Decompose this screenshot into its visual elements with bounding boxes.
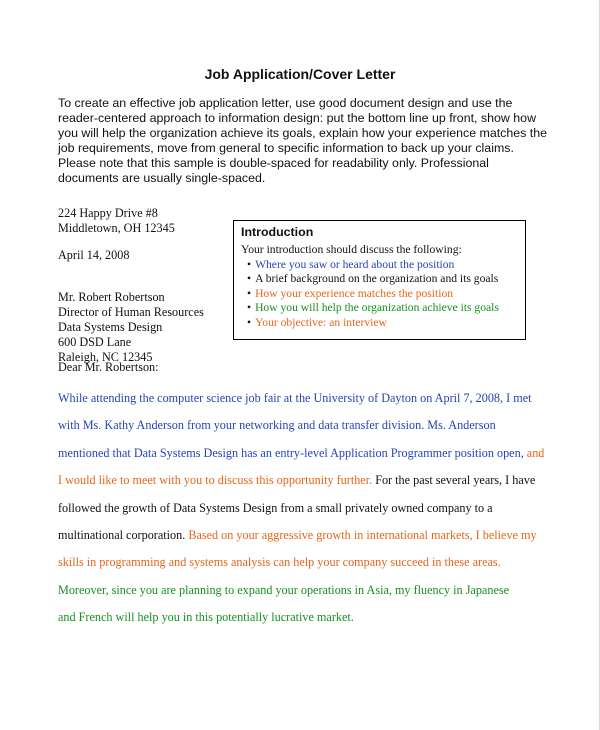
callout-item-text: Your objective: an interview — [255, 315, 387, 329]
bullet-icon: • — [247, 272, 252, 285]
callout-item-text: Where you saw or heard about the position — [255, 257, 455, 271]
callout-item — [247, 287, 518, 302]
body-segment: multinational corporation. — [58, 528, 189, 543]
callout-item-text: How you will help the organization achieve its goals — [255, 301, 499, 314]
callout-item-text: A brief background on the organization and its goals — [255, 272, 499, 285]
introduction-callout-box — [233, 220, 526, 340]
body-segment: Based on your aggressive growth in international markets, I believe my — [188, 528, 537, 543]
body-segment: mentioned that Data Systems Design has an entry-level Application Programmer position open, — [58, 445, 527, 460]
bullet-icon: • — [247, 301, 252, 314]
callout-item — [247, 301, 518, 316]
body-segment: followed the growth of Data Systems Design from a small privately owned company to a — [58, 500, 493, 515]
letter-date: April 14, 2008 — [58, 248, 130, 262]
salutation: Dear Mr. Robertson: — [58, 360, 159, 374]
body-line — [58, 412, 548, 439]
recipient-name: Mr. Robert Robertson — [58, 290, 165, 304]
body-segment: with Ms. Kathy Anderson from your networking and data transfer division. Ms. Anderson — [58, 418, 496, 433]
recipient-street: 600 DSD Lane — [58, 335, 132, 349]
intro-line: documents are usually single-spaced. — [58, 171, 266, 185]
callout-heading: Introduction — [241, 225, 314, 239]
body-line — [58, 549, 548, 576]
intro-line: reader-centered approach to information design: put the bottom line up front, show how — [58, 111, 537, 125]
body-line — [58, 577, 548, 604]
recipient-city: Raleigh, NC 12345 — [58, 350, 153, 364]
sender-city: Middletown, OH 12345 — [58, 221, 175, 235]
sender-street: 224 Happy Drive #8 — [58, 206, 158, 220]
recipient-company: Data Systems Design — [58, 320, 163, 334]
body-segment: and — [526, 445, 545, 460]
recipient-title: Director of Human Resources — [58, 305, 204, 319]
intro-line: Please note that this sample is double-spaced for readability only. Professional — [58, 156, 489, 170]
body-segment: For the past several years, I have — [372, 473, 536, 488]
callout-item — [247, 316, 518, 331]
body-line — [58, 440, 548, 467]
recipient-address — [58, 290, 204, 365]
bullet-icon: • — [247, 257, 252, 271]
body-line — [58, 522, 548, 549]
intro-line: you will help the organization achieve its goals, explain how your experience matches the — [58, 126, 548, 140]
body-line — [58, 385, 548, 412]
body-segment: I would like to meet with you to discuss this opportunity further. — [58, 473, 373, 488]
intro-line: job requirements, move from general to specific information to back up your claims. — [58, 141, 514, 155]
sender-address — [58, 206, 175, 236]
callout-lead: Your introduction should discuss the following: — [241, 243, 462, 256]
body-line — [58, 467, 548, 494]
bullet-icon: • — [247, 315, 252, 329]
body-segment: skills in programming and systems analysis can help your company succeed in these areas. — [58, 555, 501, 570]
callout-item — [247, 258, 518, 273]
letter-body — [58, 385, 548, 632]
document-title: Job Application/Cover Letter — [204, 66, 396, 82]
body-line — [58, 495, 548, 522]
body-line — [58, 604, 548, 631]
body-segment: Moreover, since you are planning to expand your operations in Asia, my fluency in Japanese — [58, 582, 510, 597]
intro-line: To create an effective job application letter, use good document design and use the — [58, 96, 513, 110]
callout-item-text: How your experience matches the position — [255, 286, 454, 300]
intro-paragraph — [58, 96, 548, 186]
body-segment: and French will help you in this potentially lucrative market. — [58, 610, 354, 625]
callout-list — [241, 258, 518, 331]
bullet-icon: • — [247, 286, 252, 300]
callout-item — [247, 272, 518, 287]
body-segment: While attending the computer science job fair at the University of Dayton on April 7, 2008, I met — [58, 391, 532, 405]
